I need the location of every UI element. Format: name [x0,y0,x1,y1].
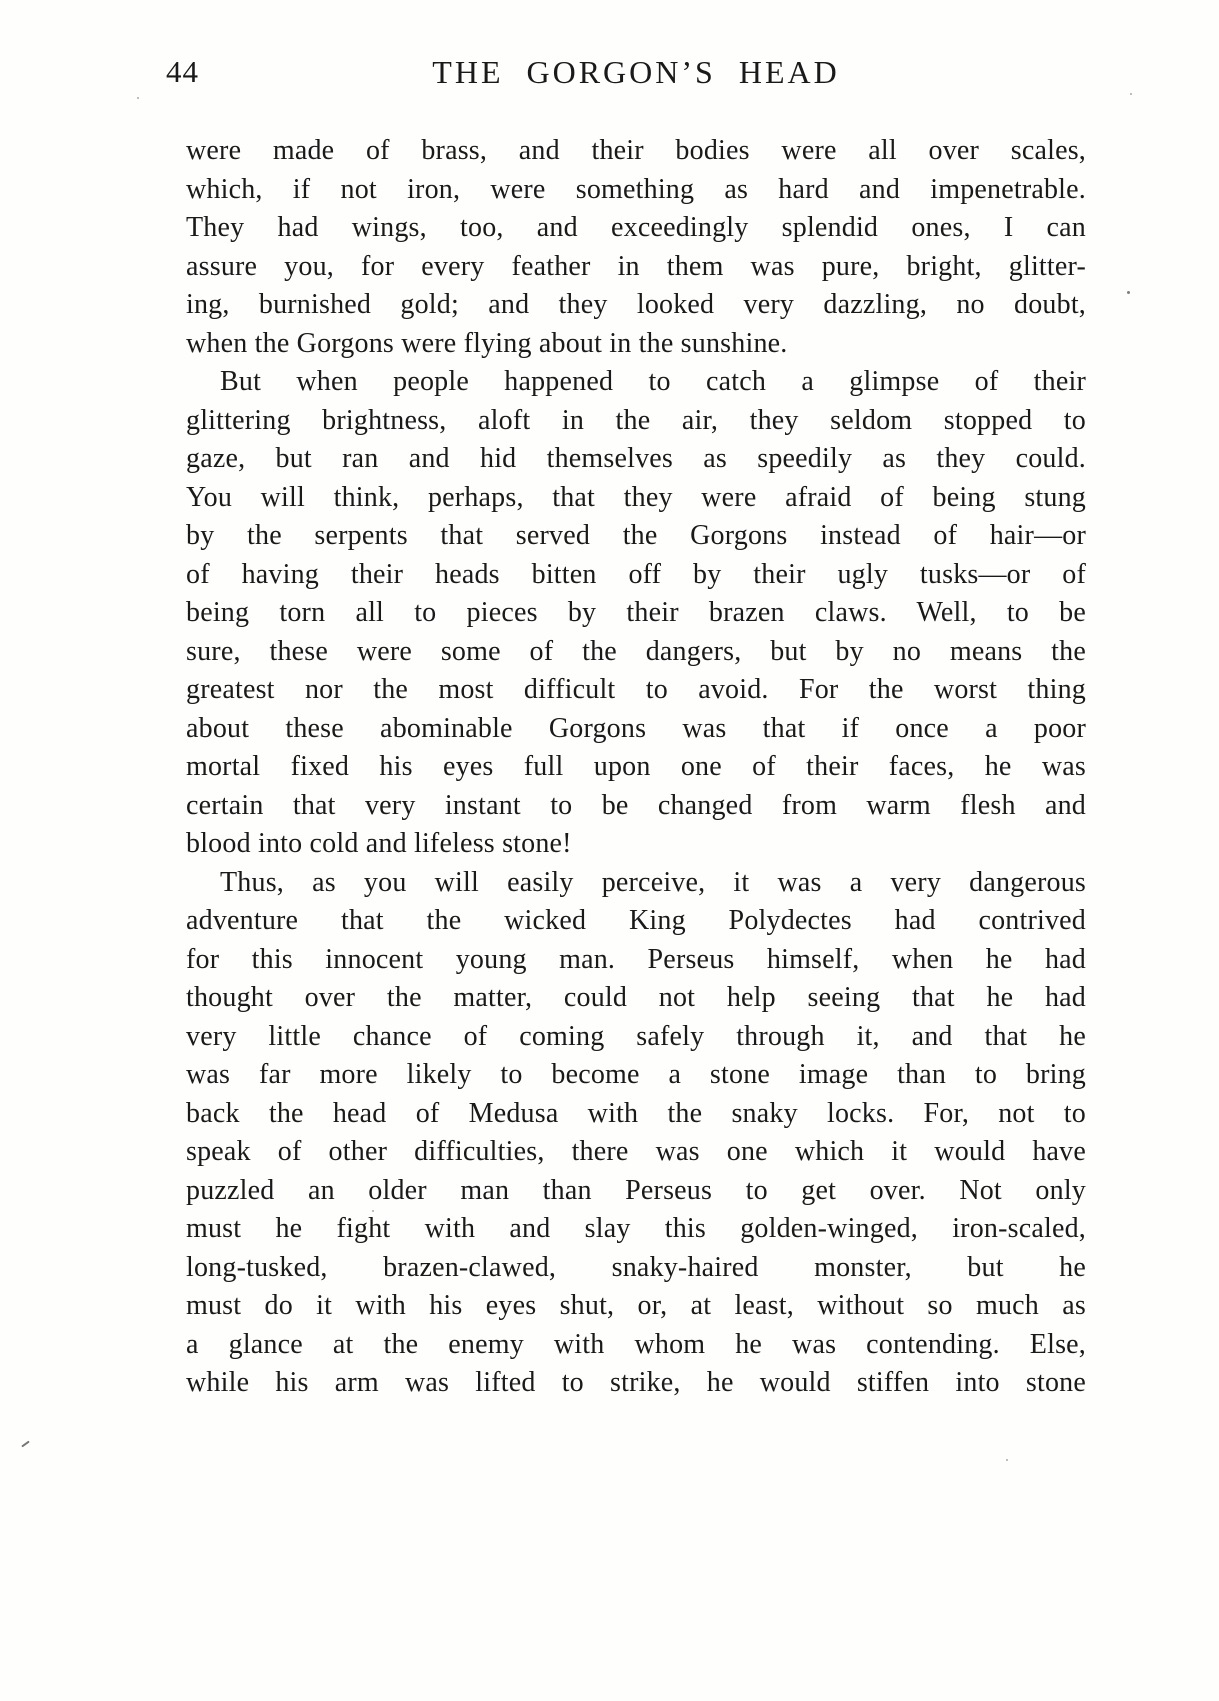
text-line: Thus, as you will easily perceive, it was a very dangerous [220,866,1086,898]
scan-speck [372,1210,374,1212]
running-title: THE GORGON’S HEAD [432,54,840,90]
text-line: mortal fixed his eyes full upon one of their faces, he was [186,751,1086,782]
text-line: puzzled an older man than Perseus to get over. Not only [186,1174,1086,1206]
paragraph [186,864,1086,1403]
text-line: certain that very instant to be changed from warm flesh and [186,789,1086,821]
text-line: while his arm was lifted to strike, he would stiffen into stone [186,1367,1086,1398]
text-line: must he fight with and slay this golden-winged, iron-scaled, [186,1213,1086,1244]
page-header [166,54,1086,92]
page-body [186,132,1086,1403]
text-line: ing, burnished gold; and they looked very dazzling, no doubt, [186,289,1086,320]
text-line: which, if not iron, were something as hard and impenetrable. [186,173,1086,205]
text-line: sure, these were some of the dangers, but by no means the [186,635,1086,667]
paragraph [186,132,1086,363]
text-line: of having their heads bitten off by their ugly tusks—or of [186,558,1086,590]
text-line: glittering brightness, aloft in the air, they seldom stopped to [186,404,1086,436]
text-line: They had wings, too, and exceedingly splendid ones, I can [186,212,1086,243]
text-line: by the serpents that served the Gorgons instead of hair—or [186,520,1086,551]
paragraph [186,363,1086,864]
scan-speck [1006,1459,1008,1461]
scan-speck [21,1441,30,1448]
text-line: were made of brass, and their bodies were all over scales, [186,135,1086,166]
text-line: must do it with his eyes shut, or, at least, without so much as [186,1290,1086,1321]
text-line: speak of other difficulties, there was one which it would have [186,1136,1086,1167]
scan-speck [1127,291,1130,294]
text-line: greatest nor the most difficult to avoid. For the worst thing [186,674,1086,705]
text-line: being torn all to pieces by their brazen claws. Well, to be [186,597,1086,628]
page-number: 44 [166,54,199,89]
text-line: But when people happened to catch a glimpse of their [220,366,1086,397]
text-line: for this innocent young man. Perseus himself, when he had [186,943,1086,975]
text-line: about these abominable Gorgons was that if once a poor [186,712,1086,744]
scan-speck [137,97,139,99]
text-line: assure you, for every feather in them was pure, bright, glitter- [186,250,1086,282]
text-line: thought over the matter, could not help seeing that he had [186,982,1086,1013]
text-line: when the Gorgons were flying about in the sunshine. [186,327,788,359]
text-line: adventure that the wicked King Polydectes had contrived [186,905,1086,936]
text-line: blood into cold and lifeless stone! [186,828,572,859]
text-line: very little chance of coming safely through it, and that he [186,1020,1086,1052]
text-line: You will think, perhaps, that they were afraid of being stung [186,481,1086,513]
scan-speck [1130,93,1132,95]
text-line: was far more likely to become a stone image than to bring [186,1059,1086,1090]
text-line: a glance at the enemy with whom he was contending. Else, [186,1328,1086,1360]
text-line: gaze, but ran and hid themselves as speedily as they could. [186,443,1086,474]
text-line: back the head of Medusa with the snaky locks. For, not to [186,1097,1086,1129]
text-line: long-tusked, brazen-clawed, snaky-haired monster, but he [186,1251,1086,1283]
